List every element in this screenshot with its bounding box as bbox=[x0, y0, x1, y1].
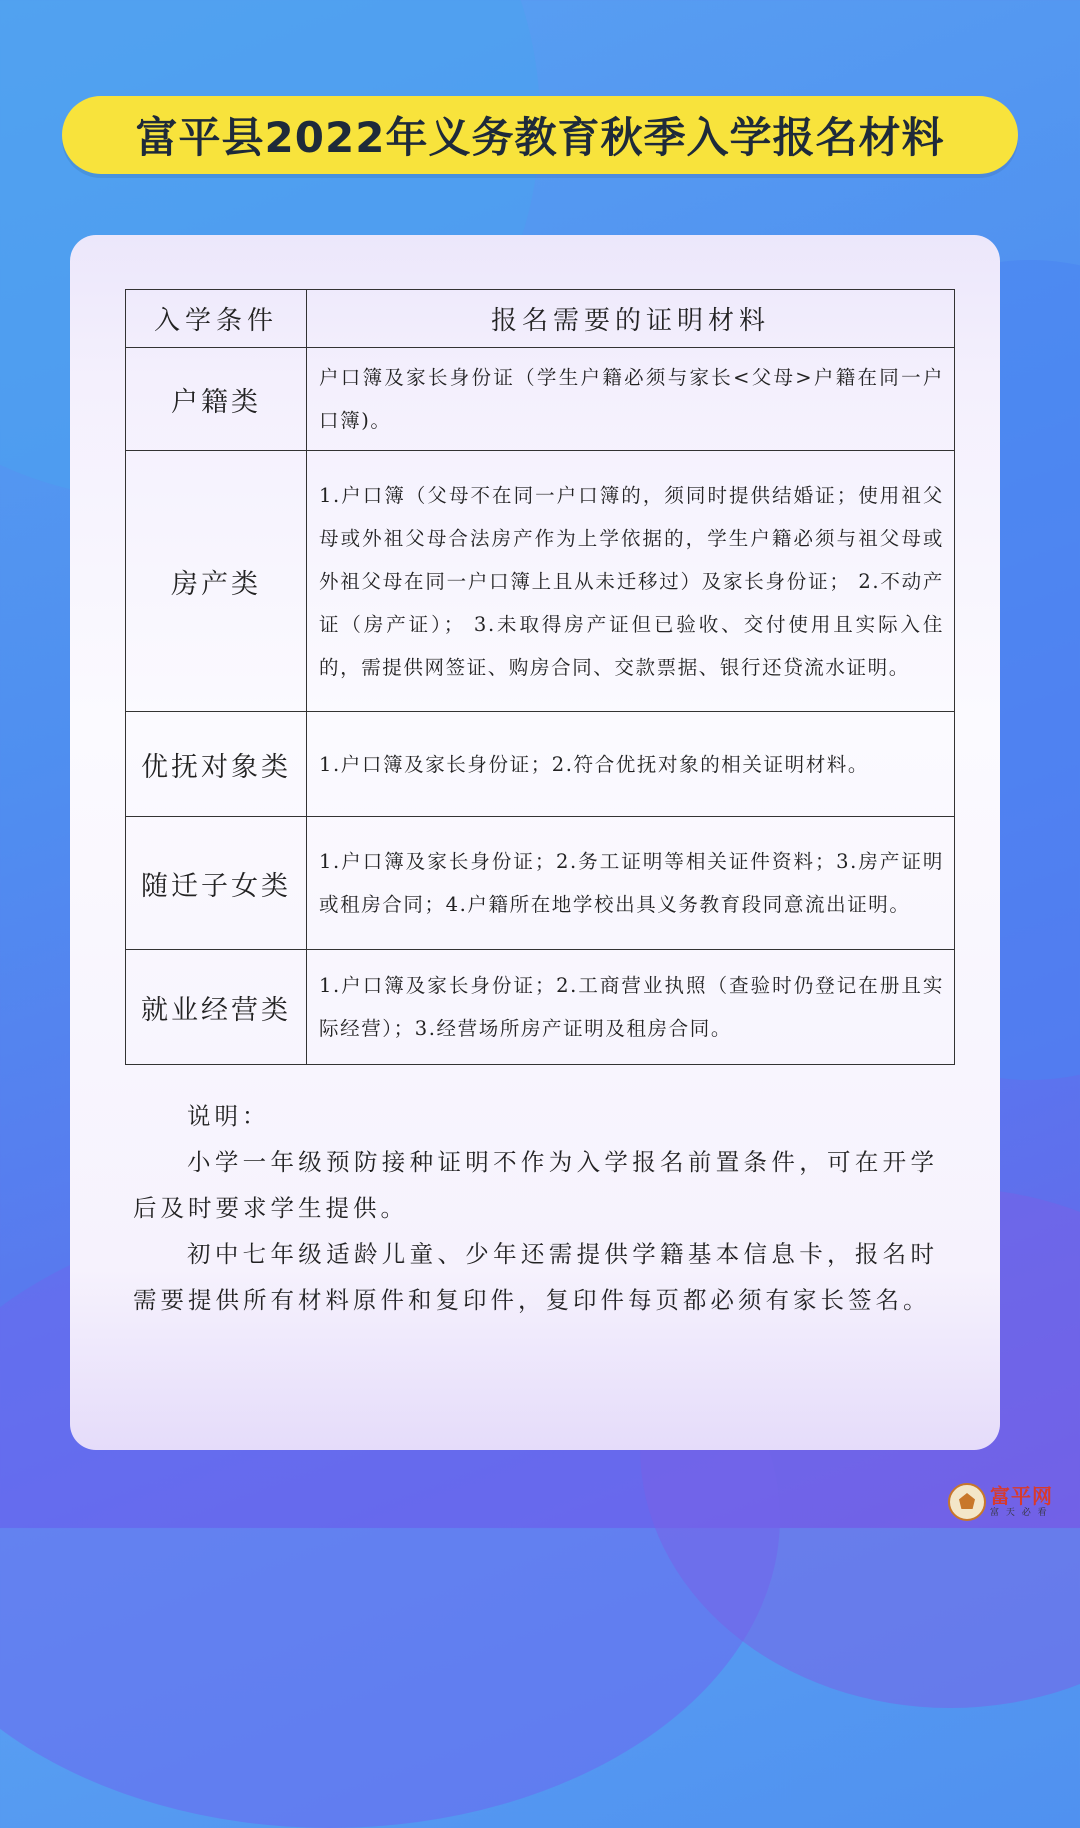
page-title: 富平县2022年义务教育秋季入学报名材料 bbox=[135, 113, 945, 162]
condition-cell: 房产类 bbox=[126, 451, 307, 712]
table-row bbox=[126, 950, 955, 1065]
watermark-name: 富平网 bbox=[990, 1484, 1053, 1508]
title-banner bbox=[62, 96, 1018, 174]
condition-cell: 随迁子女类 bbox=[126, 817, 307, 950]
table-row bbox=[126, 712, 955, 817]
watermark-tagline: 富 天 必 看 bbox=[990, 1508, 1049, 1518]
materials-cell: 1.户口簿及家长身份证；2.符合优抚对象的相关证明材料。 bbox=[307, 712, 955, 817]
materials-cell: 1.户口簿及家长身份证；2.工商营业执照（查验时仍登记在册且实际经营）；3.经营场所房产证明及租房合同。 bbox=[307, 950, 955, 1065]
notes-heading: 说明： bbox=[187, 1102, 270, 1130]
header-condition: 入学条件 bbox=[126, 290, 307, 348]
notes-section bbox=[133, 1093, 938, 1323]
materials-cell: 户口簿及家长身份证（学生户籍必须与家长<父母>户籍在同一户口簿)。 bbox=[307, 348, 955, 451]
table-row bbox=[126, 348, 955, 451]
table-row bbox=[126, 817, 955, 950]
notes-paragraph: 初中七年级适龄儿童、少年还需提供学籍基本信息卡，报名时需要提供所有材料原件和复印件，复印件每页都必须有家长签名。 bbox=[133, 1240, 938, 1314]
materials-table bbox=[125, 289, 955, 1065]
building-logo-icon bbox=[948, 1483, 986, 1521]
condition-cell: 户籍类 bbox=[126, 348, 307, 451]
table-header-row bbox=[126, 290, 955, 348]
notes-paragraph: 小学一年级预防接种证明不作为入学报名前置条件，可在开学后及时要求学生提供。 bbox=[133, 1148, 938, 1222]
condition-cell: 就业经营类 bbox=[126, 950, 307, 1065]
materials-cell: 1.户口簿（父母不在同一户口簿的，须同时提供结婚证；使用祖父母或外祖父母合法房产作为上学依据的，学生户籍必须与祖父母或外祖父母在同一户口簿上且从未迁移过）及家长身份证； 2.不动产证（房产证）； 3.未取得房产证但已验收、交付使用且实际入住的，需提供网签证、购房合同、交款票据、银行还贷流水证明。 bbox=[307, 451, 955, 712]
condition-cell: 优抚对象类 bbox=[126, 712, 307, 817]
watermark bbox=[948, 1482, 1070, 1522]
header-materials: 报名需要的证明材料 bbox=[307, 290, 955, 348]
materials-cell: 1.户口簿及家长身份证；2.务工证明等相关证件资料；3.房产证明或租房合同；4.户籍所在地学校出具义务教育段同意流出证明。 bbox=[307, 817, 955, 950]
table-row bbox=[126, 451, 955, 712]
